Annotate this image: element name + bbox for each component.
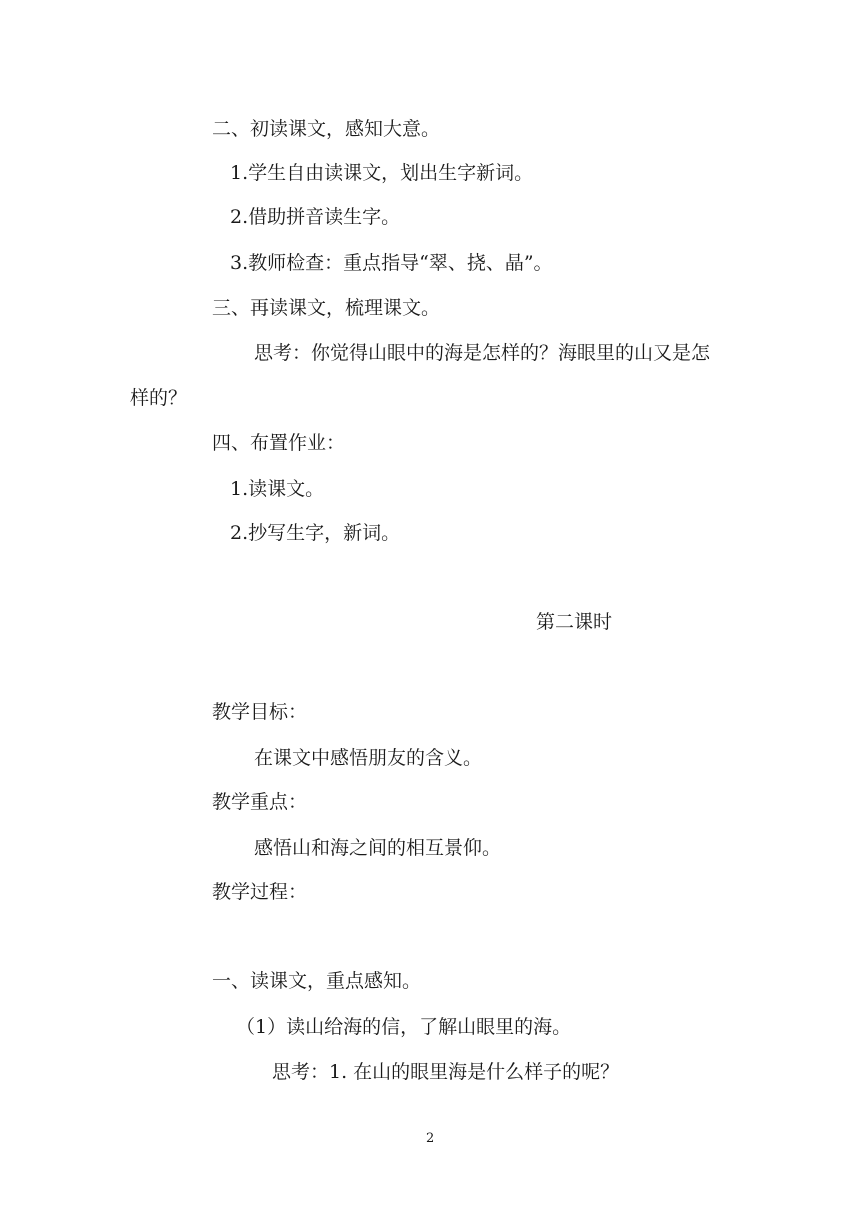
list-item: （1）读山给海的信，了解山眼里的海。 <box>236 1016 572 1038</box>
label-focus: 教学重点： <box>212 791 308 813</box>
section-heading-4: 四、布置作业： <box>212 432 346 454</box>
page-number: 2 <box>426 1131 435 1146</box>
list-item: 1.读课文。 <box>230 478 325 500</box>
section-heading-2: 二、初读课文，感知大意。 <box>212 118 441 140</box>
paragraph-line: 在课文中感悟朋友的含义。 <box>254 747 483 769</box>
section-heading-3: 三、再读课文，梳理课文。 <box>212 297 441 319</box>
label-process: 教学过程： <box>212 881 308 903</box>
paragraph-line: 思考：1. 在山的眼里海是什么样子的呢？ <box>272 1061 620 1083</box>
list-item: 2.抄写生字，新词。 <box>230 522 401 544</box>
list-item: 1.学生自由读课文，划出生字新词。 <box>230 162 534 184</box>
paragraph-line: 思考：你觉得山眼中的海是怎样的？海眼里的山又是怎 <box>254 342 711 364</box>
lesson-title: 第二课时 <box>536 611 613 633</box>
list-item: 3.教师检查：重点指导“翠、挠、晶”。 <box>230 252 553 274</box>
paragraph-line: 感悟山和海之间的相互景仰。 <box>254 837 502 859</box>
list-item: 2.借助拼音读生字。 <box>230 206 401 228</box>
paragraph-line: 样的？ <box>130 387 188 409</box>
section-heading-1: 一、读课文，重点感知。 <box>212 970 422 992</box>
label-objective: 教学目标： <box>212 701 308 723</box>
